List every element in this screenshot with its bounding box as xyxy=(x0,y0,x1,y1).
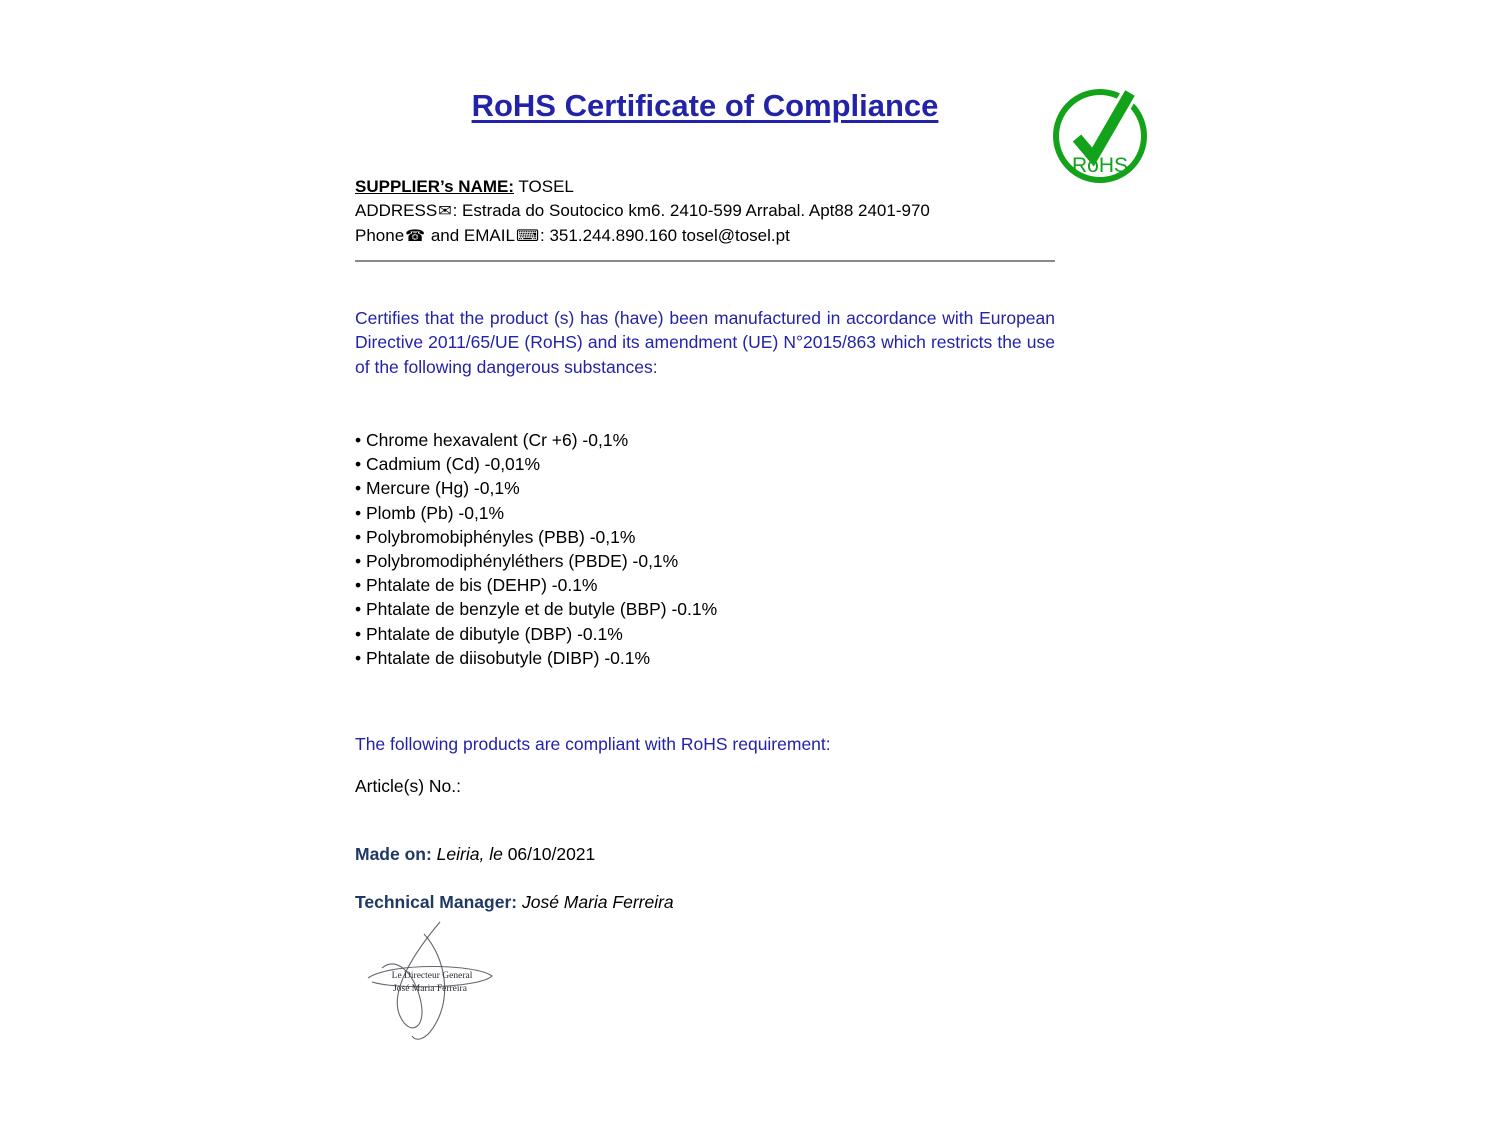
supplier-contact-line xyxy=(355,224,1055,249)
phone-label: Phone xyxy=(355,226,405,245)
article-number-line: Article(s) No.: xyxy=(355,776,461,796)
substance-item: • Phtalate de bis (DEHP) -0.1% xyxy=(355,573,717,597)
technical-manager-name: José Maria Ferreira xyxy=(517,892,674,912)
supplier-name-line xyxy=(355,175,1055,199)
rohs-logo-label: RoHS xyxy=(1071,154,1129,177)
substance-item: • Plomb (Pb) -0,1% xyxy=(355,501,717,525)
computer-icon: ⌨ xyxy=(515,228,540,245)
substance-item: • Phtalate de benzyle et de butyle (BBP) -0.1% xyxy=(355,597,717,621)
rohs-logo xyxy=(1050,80,1150,186)
made-on-label: Made on: xyxy=(355,844,432,864)
made-on-place: Leiria, le xyxy=(431,844,508,864)
supplier-name-label: SUPPLIER’s NAME: xyxy=(355,177,515,196)
made-on-date: 06/10/2021 xyxy=(507,844,596,864)
signature-title-text: Le Directeur General xyxy=(391,971,473,981)
certification-statement: Certifies that the product (s) has (have) been manufactured in accordance with European Directive 2011/65/UE (RoHS) and its amendment (UE) N°2015/863 which restricts the use of the following dangerous substances: xyxy=(355,308,1055,377)
technical-manager-label: Technical Manager: xyxy=(355,892,518,912)
substance-item: • Phtalate de diisobutyle (DIBP) -0.1% xyxy=(355,646,717,670)
page-title-text: RoHS Certificate of Compliance xyxy=(471,88,939,123)
email-label: and EMAIL xyxy=(426,226,515,245)
contact-value: : 351.244.890.160 tosel@tosel.pt xyxy=(540,226,790,245)
page-title xyxy=(355,88,1055,124)
envelope-icon: ✉ xyxy=(438,203,452,220)
address-value: : Estrada do Soutocico km6. 2410-599 Arrabal. Apt88 2401-970 xyxy=(452,201,930,220)
substance-item: • Cadmium (Cd) -0,01% xyxy=(355,452,717,476)
compliance-statement: The following products are compliant with RoHS requirement: xyxy=(355,734,831,754)
technical-manager-line xyxy=(355,892,674,913)
substances-list xyxy=(355,428,717,670)
substance-item: • Polybromobiphényles (PBB) -0,1% xyxy=(355,525,717,549)
divider-rule xyxy=(355,260,1055,262)
substance-item: • Polybromodiphényléthers (PBDE) -0,1% xyxy=(355,549,717,573)
supplier-address-line xyxy=(355,199,1055,224)
signature-block xyxy=(358,920,518,1050)
supplier-name-value: TOSEL xyxy=(514,177,574,196)
address-label: ADDRESS xyxy=(355,201,438,220)
phone-icon: ☎ xyxy=(405,228,426,245)
signature-name-text: José Maria Ferreira xyxy=(393,984,467,994)
made-on-line xyxy=(355,844,595,865)
substance-item: • Phtalate de dibutyle (DBP) -0.1% xyxy=(355,622,717,646)
supplier-block xyxy=(355,175,1055,249)
substance-item: • Mercure (Hg) -0,1% xyxy=(355,476,717,500)
substance-item: • Chrome hexavalent (Cr +6) -0,1% xyxy=(355,428,717,452)
